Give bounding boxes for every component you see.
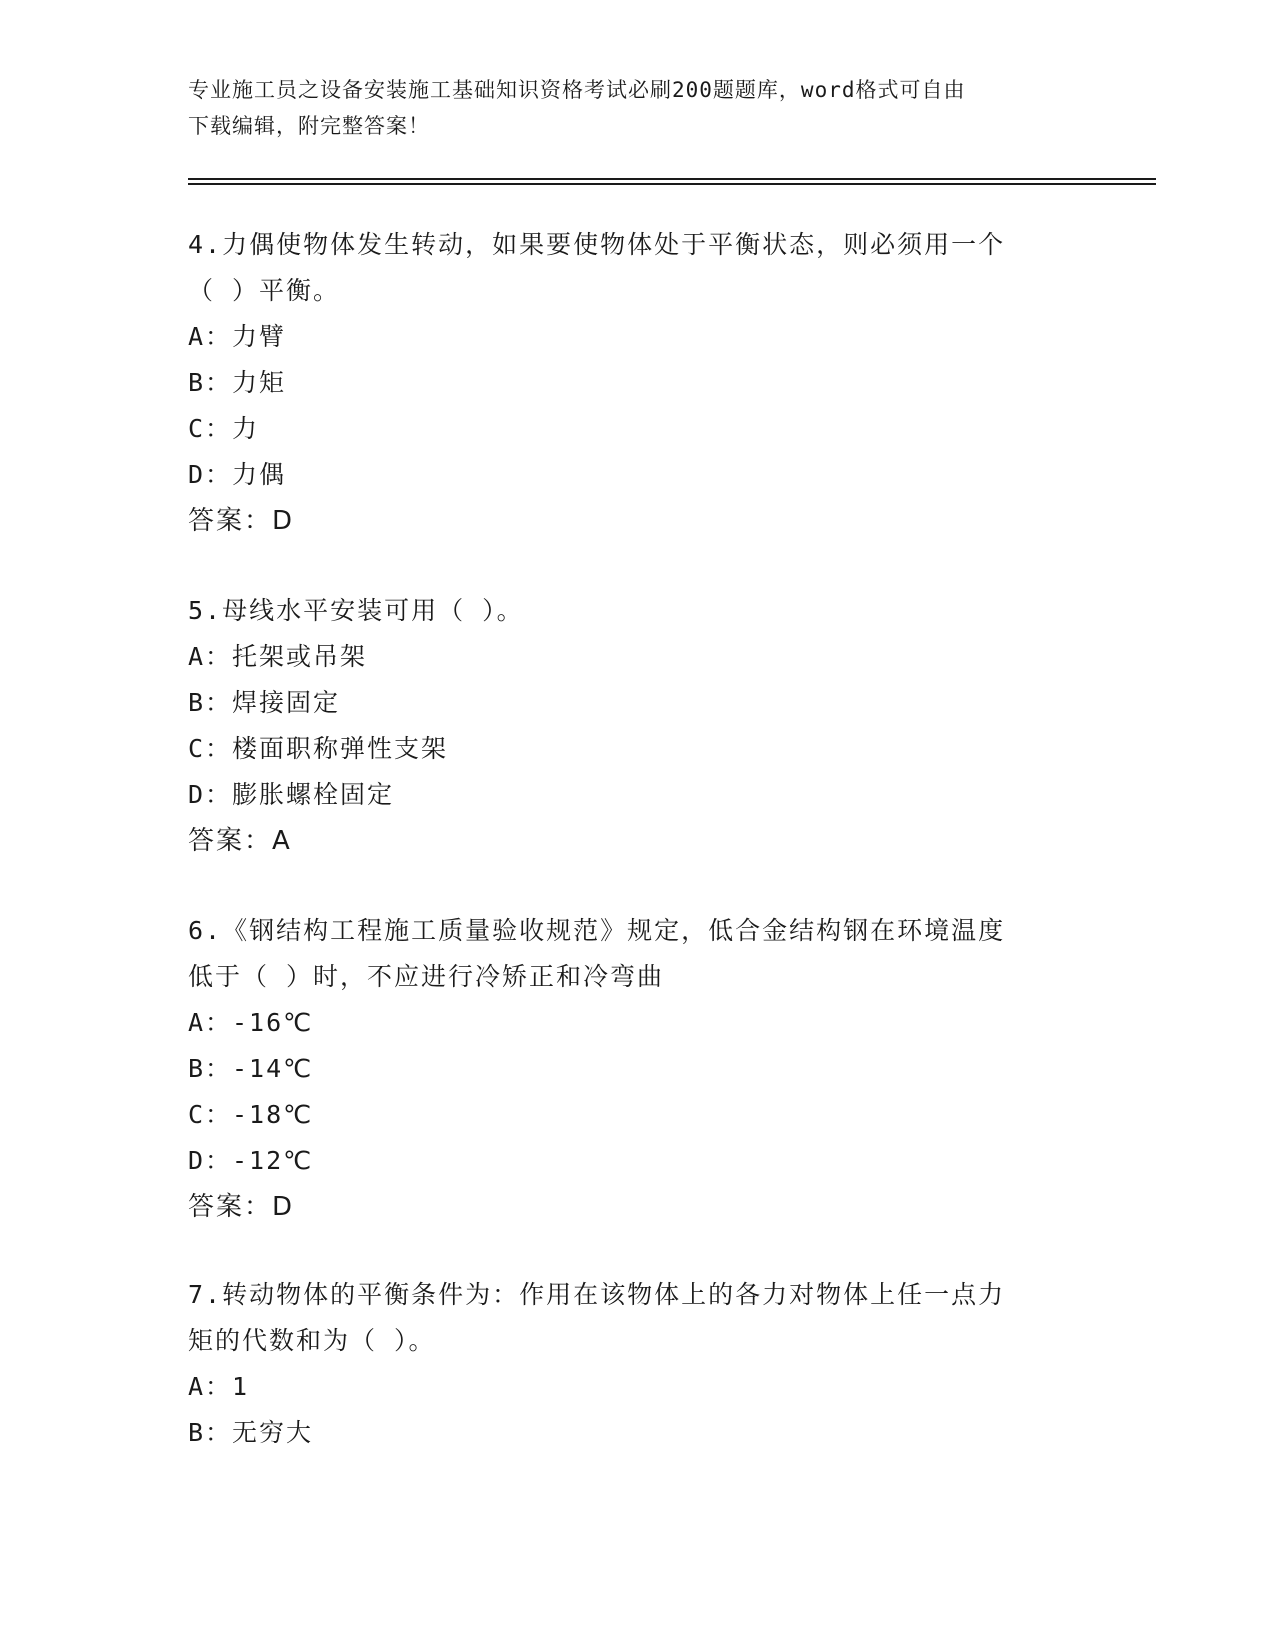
option-label: B： — [188, 1418, 233, 1447]
option-text: -12℃ — [232, 1146, 314, 1175]
option-label: A： — [188, 642, 233, 671]
option-label: B： — [188, 688, 233, 717]
option-d — [188, 772, 1068, 818]
question-text: 5.母线水平安装可用（ ）。 — [188, 596, 524, 625]
option-label: C： — [188, 1100, 233, 1129]
option-text: 力 — [232, 414, 260, 443]
option-b — [188, 1410, 1068, 1456]
option-a — [188, 314, 1068, 360]
option-label: A： — [188, 1372, 233, 1401]
answer-line: 答案：D — [188, 506, 295, 536]
header-rule-bottom — [188, 183, 1156, 185]
option-text: 膨胀螺栓固定 — [232, 780, 395, 809]
option-text: 力偶 — [232, 460, 287, 489]
question-text: 7.转动物体的平衡条件为：作用在该物体上的各力对物体上任一点力 矩的代数和为（ ）。 — [188, 1280, 1006, 1355]
option-text: -16℃ — [232, 1008, 314, 1037]
option-label: B： — [188, 368, 233, 397]
question-7 — [188, 1272, 1068, 1456]
option-label: A： — [188, 322, 233, 351]
option-label: D： — [188, 460, 233, 489]
option-label: B： — [188, 1054, 233, 1083]
option-text: -14℃ — [232, 1054, 314, 1083]
option-b — [188, 1046, 1068, 1092]
option-text: 焊接固定 — [232, 688, 341, 717]
option-c — [188, 1092, 1068, 1138]
option-c — [188, 726, 1068, 772]
option-text: -18℃ — [232, 1100, 314, 1129]
option-d — [188, 1138, 1068, 1184]
question-4 — [188, 222, 1068, 544]
option-d — [188, 452, 1068, 498]
option-c — [188, 406, 1068, 452]
question-6 — [188, 908, 1068, 1230]
question-text: 4.力偶使物体发生转动，如果要使物体处于平衡状态，则必须用一个 （ ）平衡。 — [188, 230, 1006, 305]
option-text: 1 — [232, 1372, 250, 1401]
option-label: C： — [188, 734, 233, 763]
option-label: D： — [188, 780, 233, 809]
option-b — [188, 680, 1068, 726]
option-text: 楼面职称弹性支架 — [232, 734, 449, 763]
option-text: 力矩 — [232, 368, 287, 397]
answer-line: 答案：D — [188, 1192, 295, 1222]
answer-line: 答案：A — [188, 826, 292, 856]
option-text: 力臂 — [232, 322, 287, 351]
option-a — [188, 1364, 1068, 1410]
option-text: 无穷大 — [232, 1418, 314, 1447]
option-a — [188, 1000, 1068, 1046]
option-b — [188, 360, 1068, 406]
option-label: D： — [188, 1146, 233, 1175]
document-header: 专业施工员之设备安装施工基础知识资格考试必刷200题题库，word格式可自由 下载编辑，附完整答案！ — [188, 78, 966, 138]
option-a — [188, 634, 1068, 680]
option-label: A： — [188, 1008, 233, 1037]
option-text: 托架或吊架 — [232, 642, 368, 671]
question-5 — [188, 588, 1068, 864]
question-text: 6.《钢结构工程施工质量验收规范》规定，低合金结构钢在环境温度 低于（ ）时，不应进行冷矫正和冷弯曲 — [188, 916, 1006, 991]
option-label: C： — [188, 414, 233, 443]
header-rule-top — [188, 178, 1156, 180]
